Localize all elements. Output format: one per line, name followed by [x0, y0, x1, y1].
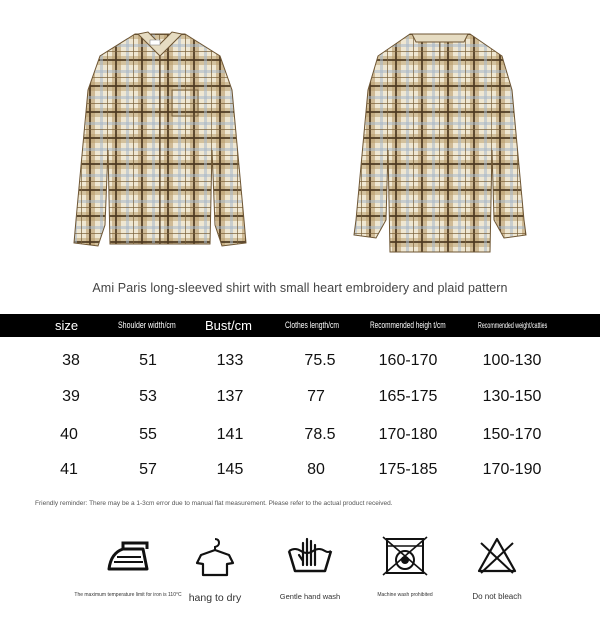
cell-length: 77	[307, 388, 325, 405]
hand-wash-label: Gentle hand wash	[279, 592, 341, 601]
cell-length: 75.5	[304, 352, 336, 369]
size-row-39	[0, 382, 600, 412]
no-machine-wash-label: Machine wash prohibited	[377, 592, 433, 598]
iron-label: The maximum temperature limit for iron is 110°C	[74, 592, 182, 598]
cell-shoulder: 51	[139, 352, 157, 369]
cell-weight: 100-130	[482, 352, 542, 369]
no-bleach-label: Do not bleach	[472, 592, 522, 601]
cell-shoulder: 55	[139, 426, 157, 443]
cell-bust: 137	[216, 388, 244, 405]
iron-icon	[83, 535, 173, 575]
header-bust: Bust/cm	[205, 318, 252, 333]
header-shoulder-width: Shoulder width/cm	[118, 320, 176, 330]
header-recommended-weight: Recommended weight/catties	[478, 321, 548, 330]
hang-to-dry-label: hang to dry	[188, 592, 242, 604]
cell-height: 170-180	[378, 426, 438, 443]
cell-size: 38	[62, 352, 80, 369]
cell-size: 40	[60, 426, 78, 443]
friendly-reminder: Friendly reminder: There may be a 1-3cm error due to manual flat measurement. Please refer to the actual product received.	[35, 500, 393, 507]
cell-shoulder: 57	[139, 461, 157, 478]
cell-height: 165-175	[378, 388, 438, 405]
cell-height: 160-170	[378, 352, 438, 369]
cell-length: 78.5	[304, 426, 336, 443]
cell-shoulder: 53	[139, 388, 157, 405]
cell-bust: 133	[216, 352, 244, 369]
header-recommended-height: Recommended heigh t/cm	[370, 320, 446, 330]
size-row-40	[0, 420, 600, 450]
cell-weight: 130-150	[482, 388, 542, 405]
shirt-back-image	[340, 30, 540, 255]
cell-bust: 145	[216, 461, 244, 478]
header-size: size	[55, 318, 79, 333]
size-row-38	[0, 346, 600, 376]
cell-size: 41	[60, 461, 78, 478]
cell-weight: 150-170	[482, 426, 542, 443]
product-caption: Ami Paris long-sleeved shirt with small heart embroidery and plaid pattern	[92, 281, 508, 295]
size-row-41	[0, 455, 600, 485]
shirt-front-image	[60, 30, 260, 255]
no-bleach-icon	[452, 535, 542, 575]
cell-bust: 141	[216, 426, 244, 443]
cell-length: 80	[307, 461, 325, 478]
hang-to-dry-icon	[170, 535, 260, 577]
cell-weight: 170-190	[482, 461, 542, 478]
no-machine-wash-icon	[360, 535, 450, 577]
size-table-header	[0, 314, 600, 337]
cell-height: 175-185	[378, 461, 438, 478]
header-clothes-length: Clothes length/cm	[285, 320, 340, 330]
hand-wash-icon	[265, 535, 355, 575]
cell-size: 39	[62, 388, 80, 405]
